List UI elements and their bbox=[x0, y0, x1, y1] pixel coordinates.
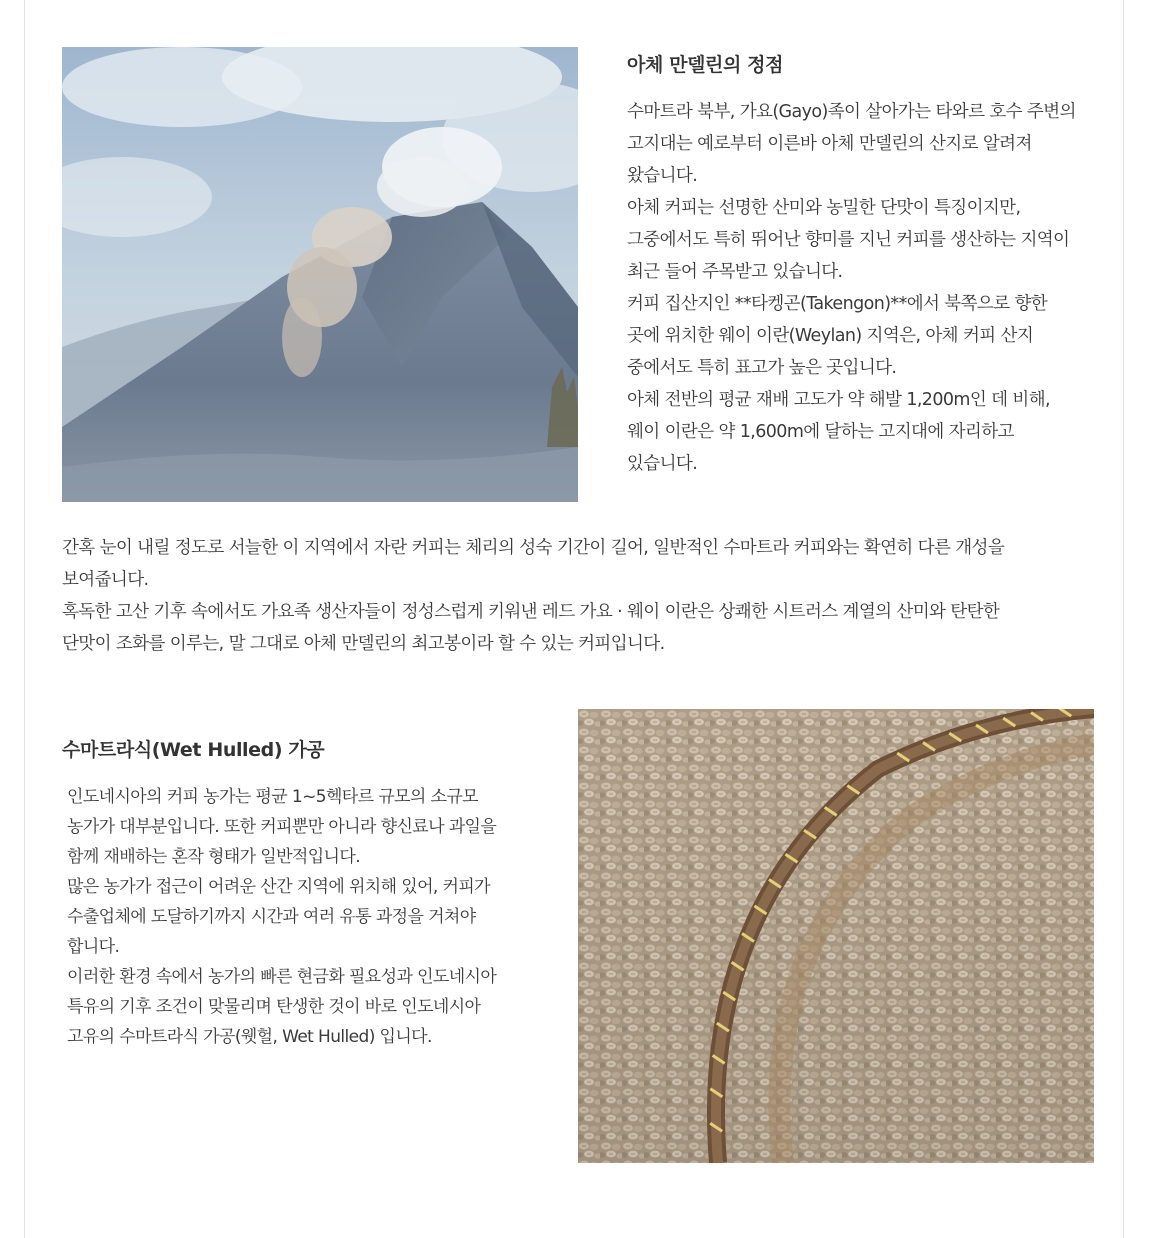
paragraph-line: 이러한 환경 속에서 농가의 빠른 현금화 필요성과 인도네시아 bbox=[67, 967, 497, 987]
paragraph-line: 간혹 눈이 내릴 정도로 서늘한 이 지역에서 자란 커피는 체리의 성숙 기간이 길어, 일반적인 수마트라 커피와는 확연히 다른 개성을 bbox=[62, 538, 1005, 558]
coffee-beans-photo bbox=[578, 709, 1094, 1163]
paragraph-line: 중에서도 특히 표고가 높은 곳입니다. bbox=[627, 358, 897, 378]
paragraph-line: 농가가 대부분입니다. 또한 커피뿐만 아니라 향신료나 과일을 bbox=[67, 817, 497, 837]
paragraph-line: 있습니다. bbox=[627, 454, 698, 474]
paragraph-line: 수마트라 북부, 가요(Gayo)족이 살아가는 타와르 호수 주변의 bbox=[627, 102, 1076, 122]
paragraph-line: 아체 커피는 선명한 산미와 농밀한 단맛이 특징이지만, bbox=[627, 198, 1021, 218]
paragraph-line: 그중에서도 특히 뛰어난 향미를 지닌 커피를 생산하는 지역이 bbox=[627, 230, 1070, 250]
section-title-wet-hulled: 수마트라식(Wet Hulled) 가공 bbox=[62, 739, 325, 761]
paragraph-line: 많은 농가가 접근이 어려운 산간 지역에 위치해 있어, 커피가 bbox=[67, 877, 490, 897]
paragraph-line: 보여줍니다. bbox=[62, 570, 149, 590]
paragraph-line: 합니다. bbox=[67, 937, 120, 957]
paragraph-line: 커피 집산지인 **타켕곤(Takengon)**에서 북쪽으로 향한 bbox=[627, 294, 1048, 314]
paragraph-line: 함께 재배하는 혼작 형태가 일반적입니다. bbox=[67, 847, 360, 867]
paragraph-line: 수출업체에 도달하기까지 시간과 여러 유통 과정을 거쳐야 bbox=[67, 907, 476, 927]
paragraph-line: 곳에 위치한 웨이 이란(Weylan) 지역은, 아체 커피 산지 bbox=[627, 326, 1034, 346]
aceh-description bbox=[627, 96, 1076, 480]
paragraph-line: 인도네시아의 커피 농가는 평균 1~5헥타르 규모의 소규모 bbox=[67, 787, 478, 807]
paragraph-line: 단맛이 조화를 이루는, 말 그대로 아체 만델린의 최고봉이라 할 수 있는 커피입니다. bbox=[62, 634, 665, 654]
paragraph-line: 고유의 수마트라식 가공(웻헐, Wet Hulled) 입니다. bbox=[67, 1027, 432, 1047]
paragraph-line: 혹독한 고산 기후 속에서도 가요족 생산자들이 정성스럽게 키워낸 레드 가요 · 웨이 이란은 상쾌한 시트러스 계열의 산미와 탄탄한 bbox=[62, 602, 1000, 622]
paragraph-line: 고지대는 예로부터 이른바 아체 만델린의 산지로 알려져 bbox=[627, 134, 1032, 154]
paragraph-line: 아체 전반의 평균 재배 고도가 약 해발 1,200m인 데 비해, bbox=[627, 390, 1050, 410]
paragraph-line: 웨이 이란은 약 1,600m에 달하는 고지대에 자리하고 bbox=[627, 422, 1014, 442]
paragraph-line: 왔습니다. bbox=[627, 166, 698, 186]
section-title-aceh: 아체 만델린의 정점 bbox=[627, 54, 784, 76]
weylan-description bbox=[62, 532, 1004, 660]
paragraph-line: 특유의 기후 조건이 맞물리며 탄생한 것이 바로 인도네시아 bbox=[67, 997, 481, 1017]
wet-hulled-description bbox=[67, 782, 496, 1052]
paragraph-line: 최근 들어 주목받고 있습니다. bbox=[627, 262, 843, 282]
volcano-photo bbox=[62, 47, 578, 502]
